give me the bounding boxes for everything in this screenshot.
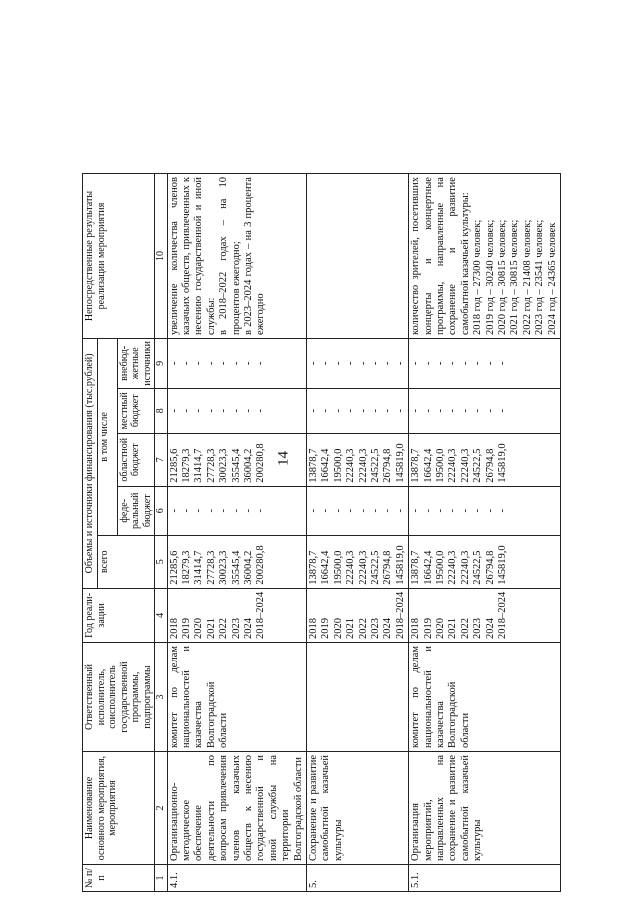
header-total: всего (97, 535, 155, 588)
row-regional-value: 26794,8 (382, 448, 394, 483)
row-extra-value: - (382, 361, 394, 366)
row-total-value: 36004,2 (242, 550, 254, 585)
result-line: в 2023–2024 годах – на 3 процента ежегодно (242, 177, 267, 336)
row-federal-value: - (205, 509, 217, 513)
row-local-value: - (193, 409, 205, 413)
row-years-value: 2021 (205, 618, 217, 639)
row-federal (409, 486, 561, 535)
row-total-value: 30023,3 (218, 550, 230, 585)
row-regional-value: 200280,8 (255, 443, 267, 483)
row-results (167, 174, 306, 339)
row-years-value: 2022 (357, 618, 369, 639)
row-federal-value: - (497, 509, 509, 513)
row-extra-value: - (422, 361, 434, 366)
row-extra-value: - (472, 361, 484, 366)
result-line: увеличение количества членов казачьих обществ, привлеченных к несению государственной и иной службы: (168, 177, 217, 336)
row-local-value: - (484, 409, 496, 413)
row-federal-value: - (447, 509, 459, 513)
row-local-value: - (230, 409, 242, 413)
row-total-value: 22240,3 (357, 550, 369, 585)
row-local-value: - (320, 409, 332, 413)
row-number: 5.1. (409, 865, 561, 892)
row-years-value: 2020 (193, 618, 205, 639)
row-total-value: 27728,3 (205, 550, 217, 585)
row-results (409, 174, 561, 339)
column-number: 5 (155, 535, 168, 588)
row-federal-value: - (435, 509, 447, 513)
column-number: 7 (155, 433, 168, 486)
column-number: 1 (155, 865, 168, 892)
row-years-value: 2021 (447, 618, 459, 639)
row-extra (306, 339, 408, 389)
row-federal-value: - (320, 509, 332, 513)
result-line: 2021 год – 30815 человек; (509, 219, 521, 336)
row-years-value: 2018 (410, 618, 422, 639)
row-local-value: - (459, 409, 471, 413)
header-funding: Объемы и источники финансирования (тыс.рублей) (83, 339, 98, 589)
row-local-value: - (357, 409, 369, 413)
row-total (167, 535, 306, 588)
header-num: № п/п (83, 865, 155, 892)
header-incl: в том числе (97, 339, 117, 536)
header-name: Наименование основного мероприятия, мероприятия (83, 752, 155, 865)
result-line: количество зрителей, посетивших концерты и концертные программы, направленные на сохранение и развитие самобытной казачьей культуры: (410, 177, 471, 336)
row-total-value: 24522,5 (472, 550, 484, 585)
row-regional-value: 21285,6 (168, 448, 180, 483)
row-local-value: - (332, 409, 344, 413)
row-federal-value: - (230, 509, 242, 513)
row-years-value: 2019 (320, 618, 332, 639)
row-federal-value: - (410, 509, 422, 513)
row-local-value: - (422, 409, 434, 413)
row-federal (306, 486, 408, 535)
row-regional-value: 13878,7 (410, 448, 422, 483)
row-local-value: - (205, 409, 217, 413)
row-total-value: 145819,0 (394, 545, 406, 585)
row-regional-value: 19500,0 (435, 448, 447, 483)
row-years-value: 2020 (435, 618, 447, 639)
row-local-value: - (472, 409, 484, 413)
row-federal-value: - (394, 509, 406, 513)
row-years (306, 588, 408, 642)
result-line: 2022 год – 21408 человек; (521, 219, 533, 336)
row-years-value: 2018–2024 (394, 591, 406, 639)
row-federal-value: - (332, 509, 344, 513)
row-name: Сохранение и развитие самобытной казачьей культуры (306, 752, 408, 865)
row-extra-value: - (320, 361, 332, 366)
header-regional: областной бюджет (117, 433, 155, 486)
row-local-value: - (410, 409, 422, 413)
row-responsible (306, 643, 408, 752)
table-row (167, 174, 306, 892)
row-regional-value: 16642,4 (422, 448, 434, 483)
row-local-value: - (242, 409, 254, 413)
row-total-value: 31414,7 (193, 550, 205, 585)
row-extra-value: - (193, 361, 205, 366)
row-local-value: - (218, 409, 230, 413)
row-regional-value: 18279,3 (180, 448, 192, 483)
row-total-value: 16642,4 (320, 550, 332, 585)
row-extra-value: - (459, 361, 471, 366)
row-federal-value: - (459, 509, 471, 513)
row-federal-value: - (484, 509, 496, 513)
row-federal-value: - (307, 509, 319, 513)
column-numbers-row (155, 174, 168, 892)
row-federal-value: - (180, 509, 192, 513)
row-local-value: - (447, 409, 459, 413)
row-federal-value: - (422, 509, 434, 513)
row-regional-value: 145819,0 (394, 443, 406, 483)
row-federal-value: - (193, 509, 205, 513)
row-total-value: 22240,3 (447, 550, 459, 585)
row-regional-value: 26794,8 (484, 448, 496, 483)
row-extra-value: - (497, 361, 509, 366)
row-local-value: - (255, 409, 267, 413)
row-federal-value: - (345, 509, 357, 513)
row-federal-value: - (255, 509, 267, 513)
row-extra-value: - (230, 361, 242, 366)
row-years-value: 2024 (484, 618, 496, 639)
row-extra-value: - (218, 361, 230, 366)
header-federal: феде-ральный бюджет (117, 486, 155, 535)
row-years-value: 2019 (422, 618, 434, 639)
row-local-value: - (307, 409, 319, 413)
row-total-value: 145819,0 (497, 545, 509, 585)
row-regional (409, 433, 561, 486)
row-total-value: 21285,6 (168, 550, 180, 585)
row-total-value: 35545,4 (230, 550, 242, 585)
row-total-value: 16642,4 (422, 550, 434, 585)
result-line: 2018 год – 27300 человек; (472, 219, 484, 336)
row-total-value: 13878,7 (307, 550, 319, 585)
row-extra (409, 339, 561, 389)
row-regional-value: 36004,2 (242, 448, 254, 483)
row-federal-value: - (370, 509, 381, 513)
row-regional (167, 433, 306, 486)
column-number: 4 (155, 588, 168, 642)
row-local-value: - (382, 409, 394, 413)
row-extra-value: - (357, 361, 369, 366)
row-local-value: - (497, 409, 509, 413)
row-local-value: - (435, 409, 447, 413)
row-total-value: 200280,8 (255, 545, 267, 585)
row-federal-value: - (168, 509, 180, 513)
row-regional-value: 24522,5 (370, 448, 381, 483)
row-total-value: 19500,0 (435, 550, 447, 585)
row-years-value: 2023 (370, 618, 381, 639)
row-years-value: 2023 (230, 618, 242, 639)
column-number: 8 (155, 388, 168, 433)
row-extra-value: - (205, 361, 217, 366)
row-extra-value: - (242, 361, 254, 366)
row-years-value: 2023 (472, 618, 484, 639)
row-years-value: 2018 (307, 618, 319, 639)
row-federal (167, 486, 306, 535)
row-total-value: 22240,3 (459, 550, 471, 585)
column-number: 2 (155, 752, 168, 865)
row-extra-value: - (180, 361, 192, 366)
row-regional-value: 22240,3 (357, 448, 369, 483)
row-regional-value: 31414,7 (193, 448, 205, 483)
row-regional-value: 22240,3 (345, 448, 357, 483)
row-local-value: - (394, 409, 406, 413)
header-responsible: Ответственный исполнитель, соисполнитель государственной программы, подпрограммы (83, 643, 155, 752)
row-regional-value: 30023,3 (218, 448, 230, 483)
row-regional-value: 16642,4 (320, 448, 332, 483)
result-line: 2024 год – 24365 человек (546, 222, 558, 336)
row-regional-value: 24522,5 (472, 448, 484, 483)
row-number: 4.1. (167, 865, 306, 892)
row-extra-value: - (370, 361, 381, 366)
row-extra-value: - (307, 361, 319, 366)
row-local-value: - (370, 409, 381, 413)
row-regional-value: 22240,3 (447, 448, 459, 483)
row-local-value: - (345, 409, 357, 413)
row-total-value: 22240,3 (345, 550, 357, 585)
result-line: 2019 год – 30240 человек; (484, 219, 496, 336)
row-years (167, 588, 306, 642)
row-years-value: 2022 (218, 618, 230, 639)
row-extra-value: - (410, 361, 422, 366)
row-years-value: 2024 (382, 618, 394, 639)
row-federal-value: - (472, 509, 484, 513)
row-local-value: - (168, 409, 180, 413)
row-total (409, 535, 561, 588)
table-row (306, 174, 408, 892)
row-local (167, 388, 306, 433)
row-regional (306, 433, 408, 486)
row-extra (167, 339, 306, 389)
row-local (306, 388, 408, 433)
table-body (167, 174, 561, 892)
header-results: Непосредственные результаты реализации мероприятия (83, 174, 155, 339)
row-responsible: комитет по делам национальностей и казачества Волгоградской области (167, 643, 306, 752)
row-total-value: 19500,0 (332, 550, 344, 585)
row-years-value: 2022 (459, 618, 471, 639)
row-regional-value: 19500,0 (332, 448, 344, 483)
table-row (409, 174, 561, 892)
result-line: 2020 год – 30815 человек; (497, 219, 509, 336)
row-total-value: 26794,8 (484, 550, 496, 585)
row-regional-value: 13878,7 (307, 448, 319, 483)
row-extra-value: - (255, 361, 267, 366)
program-table (82, 173, 561, 892)
row-name: Организационно-методическое обеспечение деятельности по вопросам привлечения членов казачьих обществ к несению государственной и иной службы на территории Волгоградской области (167, 752, 306, 865)
row-federal-value: - (382, 509, 394, 513)
page-number: 14 (275, 451, 292, 466)
row-regional-value: 22240,3 (459, 448, 471, 483)
row-federal-value: - (357, 509, 369, 513)
row-federal-value: - (242, 509, 254, 513)
column-number: 9 (155, 339, 168, 389)
row-years-value: 2018 (168, 618, 180, 639)
row-responsible: комитет по делам национальностей и казачества Волгоградской области (409, 643, 561, 752)
row-extra-value: - (332, 361, 344, 366)
row-extra-value: - (168, 361, 180, 366)
row-local (409, 388, 561, 433)
row-years-value: 2018–2024 (255, 591, 267, 639)
row-extra-value: - (447, 361, 459, 366)
row-federal-value: - (218, 509, 230, 513)
row-local-value: - (180, 409, 192, 413)
column-number: 6 (155, 486, 168, 535)
result-line: 2023 год – 23541 человек; (534, 219, 546, 336)
row-years (409, 588, 561, 642)
row-total-value: 13878,7 (410, 550, 422, 585)
row-extra-value: - (345, 361, 357, 366)
row-results (306, 174, 408, 339)
row-number: 5. (306, 865, 408, 892)
header-extra: внебюд-жетные источники (117, 339, 155, 389)
result-line: в 2018–2022 годах – на 10 процентов ежегодно; (218, 177, 242, 336)
row-years-value: 2018–2024 (497, 591, 509, 639)
row-extra-value: - (394, 361, 406, 366)
row-regional-value: 27728,3 (205, 448, 217, 483)
row-years-value: 2019 (180, 618, 192, 639)
column-number: 10 (155, 174, 168, 339)
row-total-value: 24522,5 (370, 550, 381, 585)
header-year: Год реали-зации (83, 588, 155, 642)
column-number: 3 (155, 643, 168, 752)
row-years-value: 2020 (332, 618, 344, 639)
row-extra-value: - (435, 361, 447, 366)
row-years-value: 2021 (345, 618, 357, 639)
row-name: Организация мероприятий, направленных на сохранение и развитие самобытной казачьей культуры (409, 752, 561, 865)
row-years-value: 2024 (242, 618, 254, 639)
row-total-value: 26794,8 (382, 550, 394, 585)
row-extra-value: - (484, 361, 496, 366)
row-total (306, 535, 408, 588)
row-regional-value: 145819,0 (497, 443, 509, 483)
row-regional-value: 35545,4 (230, 448, 242, 483)
header-local: местный бюджет (117, 388, 155, 433)
row-total-value: 18279,3 (180, 550, 192, 585)
